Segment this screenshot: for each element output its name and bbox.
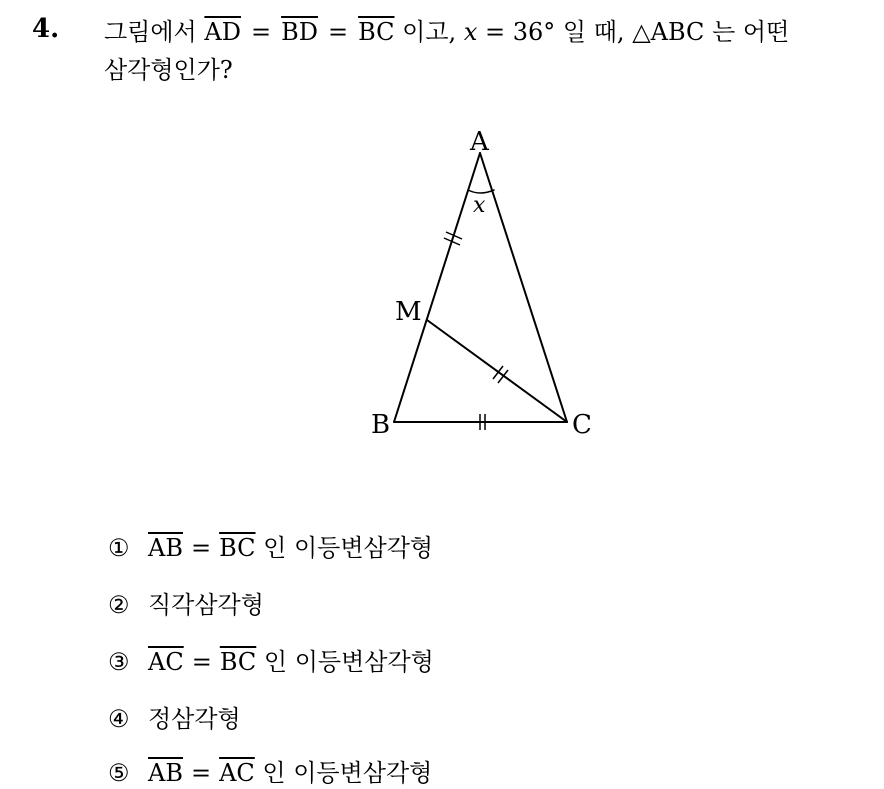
equals-sign: = [250, 18, 272, 46]
side-ab [394, 153, 480, 422]
option-marker: ⑤ [108, 759, 130, 787]
option-1[interactable] [108, 533, 433, 563]
option-4[interactable] [108, 704, 241, 734]
option-op: = [191, 648, 212, 676]
option-rhs: $\overline{BC}$ [219, 534, 256, 562]
option-lhs: $\overline{AB}$ [148, 534, 183, 562]
question-text-part: = 36° 일 때, [485, 18, 625, 46]
option-rhs: $\overline{BC}$ [219, 648, 257, 676]
question-text-part: 이고, [402, 18, 457, 46]
option-marker: ② [108, 591, 130, 619]
segment-bd: $\overline{BD}$ [281, 18, 318, 46]
question-text-part: 그림에서 [104, 18, 197, 46]
option-rhs: $\overline{AC}$ [219, 759, 255, 787]
option-suffix: 인 이등변삼각형 [263, 648, 434, 676]
variable-x: x [463, 18, 478, 46]
segment-bc: $\overline{BC}$ [358, 18, 395, 46]
option-marker: ① [108, 534, 130, 562]
segment-mc [427, 320, 567, 422]
segment-ad: $\overline{AD}$ [204, 18, 241, 46]
option-text: 직각삼각형 [148, 591, 264, 619]
label-angle-x: x [473, 193, 486, 218]
option-lhs: $\overline{AC}$ [148, 648, 184, 676]
side-ac [480, 153, 567, 422]
option-2[interactable] [108, 590, 264, 620]
option-suffix: 인 이등변삼각형 [262, 759, 433, 787]
option-3[interactable] [108, 647, 434, 677]
question-text-part: 는 어떤 [712, 18, 790, 46]
label-vertex-c: C [572, 410, 592, 440]
option-op: = [190, 534, 212, 562]
option-lhs: $\overline{AB}$ [148, 759, 183, 787]
label-point-m: M [395, 297, 422, 327]
question-text-line2: 삼각형인가? [104, 56, 233, 84]
question-number: 4. [32, 14, 60, 44]
option-marker: ④ [108, 705, 130, 733]
option-text: 정삼각형 [148, 705, 241, 733]
label-vertex-b: B [371, 410, 391, 440]
option-marker: ③ [108, 648, 130, 676]
option-5[interactable] [108, 758, 432, 788]
label-vertex-a: A [470, 127, 489, 157]
equals-sign: = [327, 18, 349, 46]
triangle-abc-label: △ABC [632, 18, 705, 46]
option-suffix: 인 이등변삼각형 [263, 534, 434, 562]
option-op: = [190, 759, 212, 787]
tick-marks [444, 232, 508, 430]
